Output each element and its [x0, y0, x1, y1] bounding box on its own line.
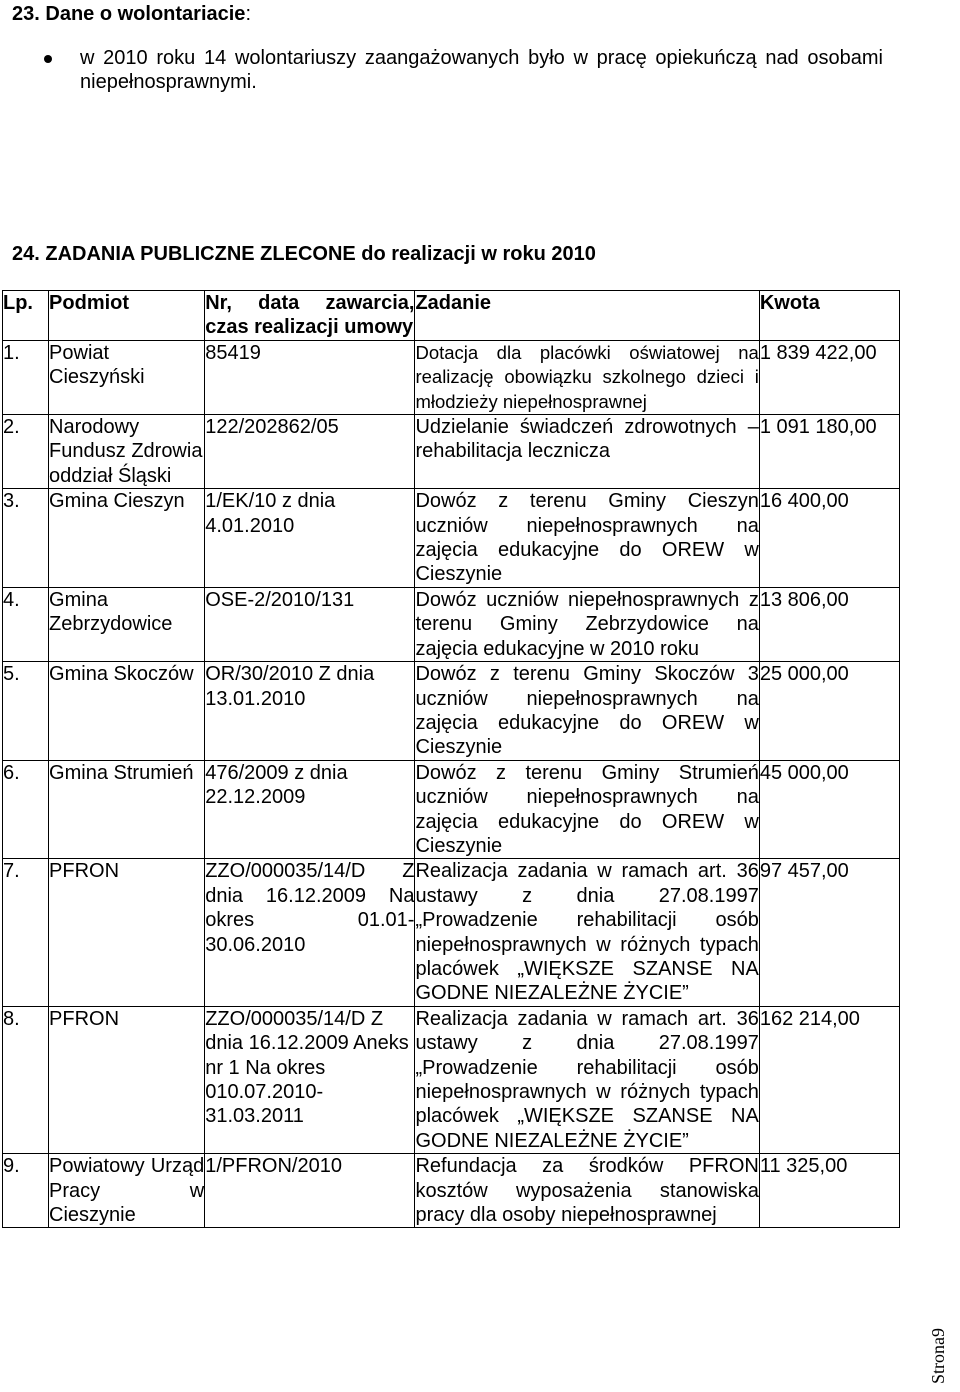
cell-podmiot: Gmina Cieszyn	[49, 489, 205, 588]
table-row	[3, 760, 900, 859]
cell-lp: 3.	[3, 489, 49, 588]
cell-nr: 1/PFRON/2010	[205, 1154, 415, 1228]
cell-nr: 476/2009 z dnia 22.12.2009	[205, 760, 415, 859]
cell-kwota: 45 000,00	[759, 760, 899, 859]
cell-zadanie: Dowóz z terenu Gminy Cieszyn uczniów niepełnosprawnych na zajęcia edukacyjne do OREW w Cieszynie	[415, 490, 759, 586]
cell-nr: 1/EK/10 z dnia 4.01.2010	[205, 489, 415, 588]
cell-podmiot: PFRON	[49, 1006, 205, 1153]
table-row	[3, 587, 900, 661]
cell-kwota: 25 000,00	[759, 662, 899, 761]
section-23-heading	[12, 2, 251, 26]
header-zadanie: Zadanie	[415, 291, 759, 341]
table-row	[3, 415, 900, 489]
cell-kwota: 11 325,00	[759, 1154, 899, 1228]
cell-nr: 85419	[205, 340, 415, 414]
table-header-row	[3, 291, 900, 341]
cell-podmiot: Narodowy Fundusz Zdrowia oddział Śląski	[49, 415, 205, 489]
cell-kwota: 13 806,00	[759, 587, 899, 661]
table-row	[3, 859, 900, 1006]
cell-kwota: 162 214,00	[759, 1006, 899, 1153]
cell-podmiot: Powiat Cieszyński	[49, 340, 205, 414]
cell-zadanie: Dotacja dla placówki oświatowej na realizację obowiązku szkolnego dzieci i młodzieży niepełnosprawnej	[415, 340, 759, 414]
cell-lp: 6.	[3, 760, 49, 859]
cell-nr: ZZO/000035/14/D Z dnia 16.12.2009 Aneks nr 1 Na okres 010.07.2010-31.03.2011	[205, 1006, 415, 1153]
bullet-icon	[44, 55, 52, 63]
cell-podmiot: Gmina Strumień	[49, 760, 205, 859]
cell-kwota: 16 400,00	[759, 489, 899, 588]
table-row	[3, 1154, 900, 1228]
cell-podmiot: Gmina Zebrzydowice	[49, 587, 205, 661]
cell-nr: 122/202862/05	[205, 415, 415, 489]
cell-zadanie: Refundacja za środków PFRON kosztów wyposażenia stanowiska pracy dla osoby niepełnosprawnej	[415, 1155, 759, 1227]
header-nr: Nr, data zawarcia, czas realizacji umowy	[205, 292, 415, 339]
cell-zadanie: Udzielanie świadczeń zdrowotnych – rehabilitacja lecznicza	[415, 415, 759, 489]
cell-lp: 1.	[3, 340, 49, 414]
cell-podmiot: Gmina Skoczów	[49, 662, 205, 761]
cell-lp: 7.	[3, 859, 49, 1006]
cell-nr: OR/30/2010 Z dnia 13.01.2010	[205, 662, 415, 761]
cell-kwota: 1 839 422,00	[759, 340, 899, 414]
cell-zadanie: Realizacja zadania w ramach art. 36 ustawy z dnia 27.08.1997 „Prowadzenie rehabilitacji osób niepełnosprawnych w różnych typach placówek „WIĘKSZE SZANSE NA GODNE NIEZALEŻNE ŻYCIE”	[415, 860, 759, 1005]
page-number: Strona9	[928, 1328, 948, 1384]
cell-nr: OSE-2/2010/131	[205, 587, 415, 661]
section-23-title: Dane o wolontariacie	[45, 3, 246, 25]
cell-zadanie: Dowóz z terenu Gminy Skoczów 3 uczniów niepełnosprawnych na zajęcia edukacyjne do OREW w Cieszynie	[415, 663, 759, 759]
header-lp: Lp.	[3, 291, 49, 341]
cell-lp: 8.	[3, 1006, 49, 1153]
cell-zadanie: Realizacja zadania w ramach art. 36 ustawy z dnia 27.08.1997 „Prowadzenie rehabilitacji osób niepełnosprawnych w różnych typach placówek „WIĘKSZE SZANSE NA GODNE NIEZALEŻNE ŻYCIE”	[415, 1007, 759, 1152]
header-podmiot: Podmiot	[49, 291, 205, 341]
section-24-heading: 24. ZADANIA PUBLICZNE ZLECONE do realizacji w roku 2010	[12, 243, 596, 265]
cell-zadanie: Dowóz uczniów niepełnosprawnych z terenu Gminy Zebrzydowice na zajęcia edukacyjne w 2010 roku	[415, 588, 759, 660]
cell-podmiot: PFRON	[49, 859, 205, 1006]
cell-podmiot: Powiatowy Urząd Pracy w Cieszynie	[49, 1155, 205, 1227]
cell-lp: 5.	[3, 662, 49, 761]
table-row	[3, 662, 900, 761]
header-kwota: Kwota	[759, 291, 899, 341]
cell-lp: 4.	[3, 587, 49, 661]
public-tasks-table	[2, 290, 900, 1228]
cell-lp: 2.	[3, 415, 49, 489]
cell-zadanie: Dowóz z terenu Gminy Strumień uczniów niepełnosprawnych na zajęcia edukacyjne do OREW w Cieszynie	[415, 761, 759, 857]
cell-nr: ZZO/000035/14/D Z dnia 16.12.2009 Na okres 01.01-30.06.2010	[205, 859, 415, 1006]
table-row	[3, 1006, 900, 1153]
volunteer-bullet-text: w 2010 roku 14 wolontariuszy zaangażowanych było w pracę opiekuńczą nad osobami niepełnosprawnymi.	[80, 47, 883, 93]
section-23-number: 23.	[12, 3, 40, 25]
cell-kwota: 97 457,00	[759, 859, 899, 1006]
table-row	[3, 340, 900, 414]
cell-kwota: 1 091 180,00	[759, 415, 899, 489]
section-23-colon: :	[245, 3, 251, 25]
cell-lp: 9.	[3, 1154, 49, 1228]
table-row	[3, 489, 900, 588]
